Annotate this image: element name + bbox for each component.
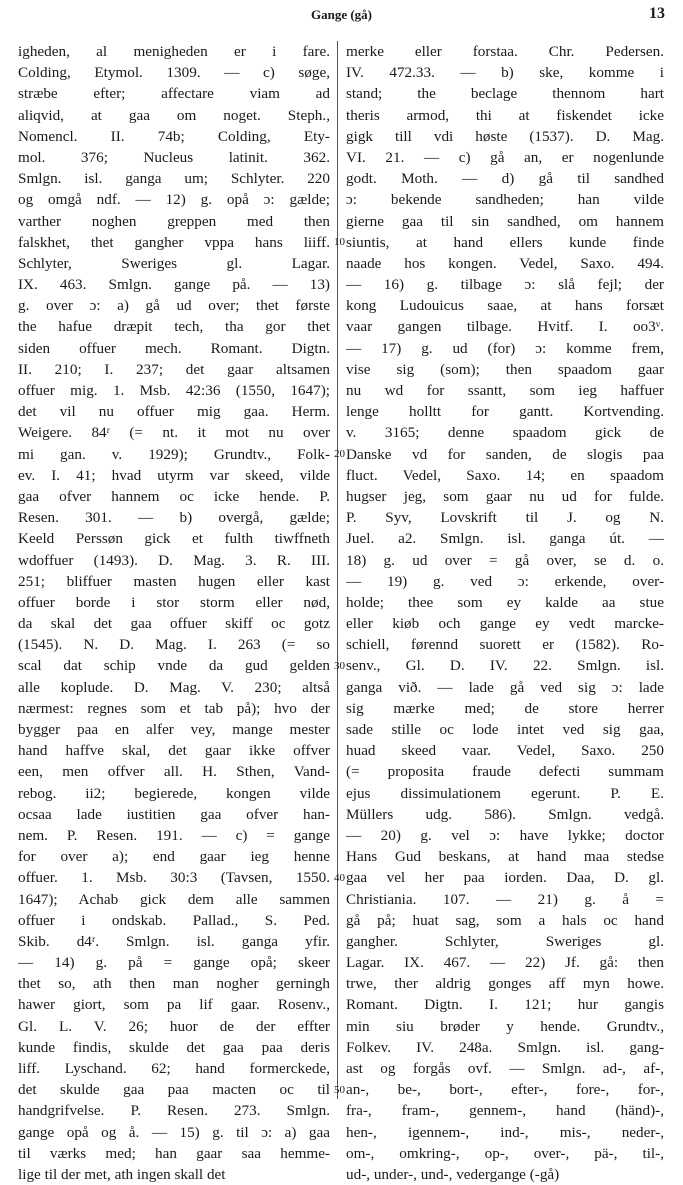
text-line: ocsaa lade iustitien gaa ofver han- — [18, 805, 330, 823]
text-line: stræbe efter; affectare viam ad — [18, 85, 330, 103]
text-line: gigk till vdi høste (1537). D. Mag. — [346, 127, 664, 145]
text-line: varther noghen greppen med then — [18, 212, 330, 230]
text-line: til værks med; han gaar saa hemme- — [18, 1144, 330, 1162]
right-column — [334, 41, 664, 1185]
text-line: siden offuer mech. Romant. Digtn. — [18, 339, 330, 357]
text-line: Nomencl. II. 74b; Colding, Ety- — [18, 127, 330, 145]
text-line: gange opå og å. — 15) g. til ɔ: a) gaa — [18, 1123, 330, 1141]
text-line: Smlgn. isl. ganga um; Schlyter. 220 — [18, 170, 330, 188]
text-line: — 20) g. vel ɔ: have lykke; doctor — [346, 826, 664, 844]
text-line: thet so, ath then man nogher gerningh — [18, 975, 330, 993]
text-line: (1545). N. D. Mag. I. 263 (= so — [18, 636, 330, 654]
text-line: Folkev. IV. 248a. Smlgn. isl. gang- — [346, 1038, 664, 1056]
text-line: — 17) g. ud (for) ɔ: komme frem, — [346, 339, 664, 357]
text-line: hawer giort, som pa lif gaar. Rosenv., — [18, 996, 330, 1014]
line-number: 30 — [334, 659, 345, 672]
text-line: ɔ: bekende sandheden; han vilde — [346, 191, 664, 209]
text-line: scal dat schip vnde da gud gelden — [18, 657, 330, 675]
text-line: IV. 472.33. — b) ske, komme i — [346, 64, 664, 82]
text-line: huad skeed vaar. Vedel, Saxo. 250 — [346, 742, 664, 760]
text-line: senv., Gl. D. IV. 22. Smlgn. isl. — [346, 657, 664, 675]
text-line: een, men offver all. H. Sthen, Vand- — [18, 763, 330, 781]
text-line: Skib. d4ʳ. Smlgn. isl. ganga yfir. — [18, 932, 330, 950]
text-line: Danske vd for sanden, de slogis paa — [346, 445, 664, 463]
text-line: liff. Lyschand. 62; hand formerckede, — [18, 1060, 330, 1077]
text-line: holde; thee som ey kalde aa stue — [346, 593, 664, 611]
text-line: Lagar. IX. 467. — 22) Jf. gå: then — [346, 954, 664, 972]
text-line: gå på; huat sag, som a hals oc hand — [346, 911, 664, 929]
text-line: kong Ludouicus saae, at hans forsæt — [346, 297, 664, 315]
text-line: Weigere. 84ʳ (= nt. it mot nu over — [18, 424, 330, 442]
text-line: Juel. a2. Smlgn. isl. ganga út. — — [346, 530, 664, 548]
text-line: VI. 21. — c) gå an, er nogenlunde — [346, 148, 664, 166]
text-line: lige til der met, ath ingen skall det — [18, 1165, 226, 1183]
text-line: ganga við. — lade gå ved sig ɔ: lade — [346, 678, 664, 696]
text-line: mol. 376; Nucleus latinit. 362. — [18, 148, 330, 166]
text-line: min siu brøder y hende. Grundtv., — [346, 1017, 664, 1035]
text-line: gaa ofver hannem oc icke hende. P. — [18, 487, 330, 505]
text-line: theris armod, thi at fiskendet icke — [346, 106, 664, 124]
text-line: da skal det gaa offuer skiff oc gotz — [18, 615, 330, 633]
text-line: fra-, fram-, gennem-, hand (händ)-, — [346, 1102, 664, 1120]
text-line: sade stille oc lode intet ved sig gaa, — [346, 721, 664, 738]
text-line: — 19) g. ved ɔ: erkende, over- — [346, 572, 664, 590]
text-line: gangher. Schlyter, Sweriges gl. — [346, 932, 664, 950]
text-line: sig mærke med; de store herrer — [346, 699, 664, 717]
text-line: alle koplude. D. Mag. V. 230; altså — [18, 678, 330, 696]
text-line: hugser jeg, som gaar nu ud for fulde. — [346, 487, 664, 505]
text-line: Keeld Perssøn gick et fulth tiwffneth — [18, 530, 330, 548]
text-line: offuer borde i stor storm eller nød, — [18, 593, 330, 611]
text-line: vise sig (som); then spaadom gaar — [346, 360, 664, 378]
text-line: an-, be-, bort-, efter-, fore-, for-, — [346, 1081, 664, 1099]
text-line: om-, omkring-, op-, over-, pä-, til-, — [346, 1144, 664, 1162]
text-line: — 16) g. tilbage ɔ: slå fejl; der — [346, 276, 664, 294]
text-line: offuer i ondskab. Pallad., S. Ped. — [18, 911, 330, 929]
text-line: eller kiøb och gange ey vedt marcke- — [346, 615, 664, 633]
text-line: offuer. 1. Msb. 30:3 (Tavsen, 1550. — [18, 869, 330, 887]
text-line: trwe, ther aldrig gonges aff myn howe. — [346, 975, 664, 993]
text-line: naade hos kongen. Vedel, Saxo. 494. — [346, 254, 664, 272]
line-number: 40 — [334, 871, 345, 884]
text-line: mi gan. v. 1929); Grundtv., Folk- — [18, 445, 330, 463]
text-line: det skulde gaa paa macten oc til — [18, 1081, 330, 1099]
text-line: hand haffve skal, det gaar ikke offver — [18, 742, 330, 760]
text-line: (= proposita fraude defecti summam — [346, 763, 664, 781]
text-line: v. 3165; denne spaadom gick de — [346, 424, 664, 442]
text-line: 1647); Achab gick dem alle sammen — [18, 890, 330, 908]
text-line: Schlyter, Sweriges gl. Lagar. — [18, 254, 330, 272]
left-column — [18, 41, 330, 1185]
text-line: igheden, al menigheden er i fare. — [18, 43, 330, 60]
text-line: gierne gaa til sin sandhed, om hannem — [346, 212, 664, 230]
text-line: fluct. Vedel, Saxo. 14; en spaadom — [346, 466, 664, 484]
text-line: Romant. Digtn. I. 121; hur gangis — [346, 996, 664, 1014]
text-line: hen-, igennem-, ind-, mis-, neder-, — [346, 1123, 664, 1141]
text-line: Resen. 301. — b) overgå, gælde; — [18, 509, 330, 527]
column-divider — [337, 41, 338, 1099]
text-line: rebog. ii2; begierede, kongen vilde — [18, 784, 330, 802]
line-number: 50 — [334, 1083, 345, 1096]
text-line: merke eller forstaa. Chr. Pedersen. — [346, 43, 664, 60]
text-line: falskhet, thet gangher vppa hans liiff. — [18, 233, 330, 251]
text-line: godt. Moth. — d) gå til sandhed — [346, 170, 664, 188]
line-number: 10 — [334, 235, 345, 248]
text-line: aliqvid, at gaa om noget. Steph., — [18, 106, 330, 124]
text-line: og omgå ndf. — 12) g. opå ɔ: gælde; — [18, 191, 330, 209]
text-line: nærmest: regnes som et tab på); hvo der — [18, 699, 330, 717]
text-line: 18) g. ud over = gå over, se d. o. — [346, 551, 664, 569]
text-line: g. over ɔ: a) gå ud over; thet første — [18, 297, 330, 315]
text-line: Colding, Etymol. 1309. — c) søge, — [18, 64, 330, 82]
text-line: det vil nu offuer mig gaa. Herm. — [18, 403, 330, 421]
text-line: Gl. L. V. 26; huor de der effter — [18, 1017, 330, 1035]
text-line: IX. 463. Smlgn. gange på. — 13) — [18, 276, 330, 294]
text-line: Müllers udg. 586). Smlgn. vedgå. — [346, 805, 664, 823]
text-line: vaar gangen tilbage. Hvitf. I. oo3ᵛ. — [346, 318, 664, 336]
text-line: gaa vel her paa iorden. Daa, D. gl. — [346, 869, 664, 887]
line-number: 20 — [334, 447, 345, 460]
text-line: nu wd for ssantt, som ieg haffuer — [346, 382, 664, 399]
text-line: kunde findis, skulde det gaa paa deris — [18, 1038, 330, 1056]
text-line: Christiania. 107. — 21) g. å = — [346, 890, 664, 908]
text-line: stand; the beclage thennom hart — [346, 85, 664, 103]
page-header — [0, 3, 683, 25]
text-line: ev. I. 41; hvad utyrm var skeed, vilde — [18, 466, 330, 484]
text-line: wdoffuer (1493). D. Mag. 3. R. III. — [18, 551, 330, 569]
text-line: the hafue dræpit tech, tha gor thet — [18, 318, 330, 336]
text-line: ast og forgås ovf. — Smlgn. ad-, af-, — [346, 1060, 664, 1077]
text-line: siuntis, at hand ellers kunde finde — [346, 233, 664, 251]
text-line: nem. P. Resen. 191. — c) = gange — [18, 826, 330, 844]
page-number: 13 — [649, 5, 665, 22]
text-line: 251; bliffuer masten hugen eller kast — [18, 572, 330, 590]
text-line: ejus dissimulationem egerunt. P. E. — [346, 784, 664, 802]
text-line: Hans Gud beskans, at hand maa stedse — [346, 848, 664, 866]
text-line: lenge holltt for gantt. Kortvending. — [346, 403, 664, 421]
text-line: ud-, under-, und-, vedergange (-gå) — [346, 1165, 560, 1183]
text-line: offuer mig. 1. Msb. 42:36 (1550, 1647); — [18, 382, 330, 399]
text-line: P. Syv, Lovskrift til J. og N. — [346, 509, 664, 527]
text-line: for over a); end gaar ieg henne — [18, 848, 330, 866]
running-title: Gange (gå) — [310, 7, 373, 22]
text-line: schiell, førennd suorett er (1582). Ro- — [346, 636, 664, 654]
text-line: bygger paa en alfer vey, mange mester — [18, 721, 330, 738]
text-line: handgrifvelse. P. Resen. 273. Smlgn. — [18, 1102, 330, 1120]
text-line: — 14) g. på = gange opå; skeer — [18, 954, 330, 972]
text-line: II. 210; I. 237; det gaar altsamen — [18, 360, 330, 378]
